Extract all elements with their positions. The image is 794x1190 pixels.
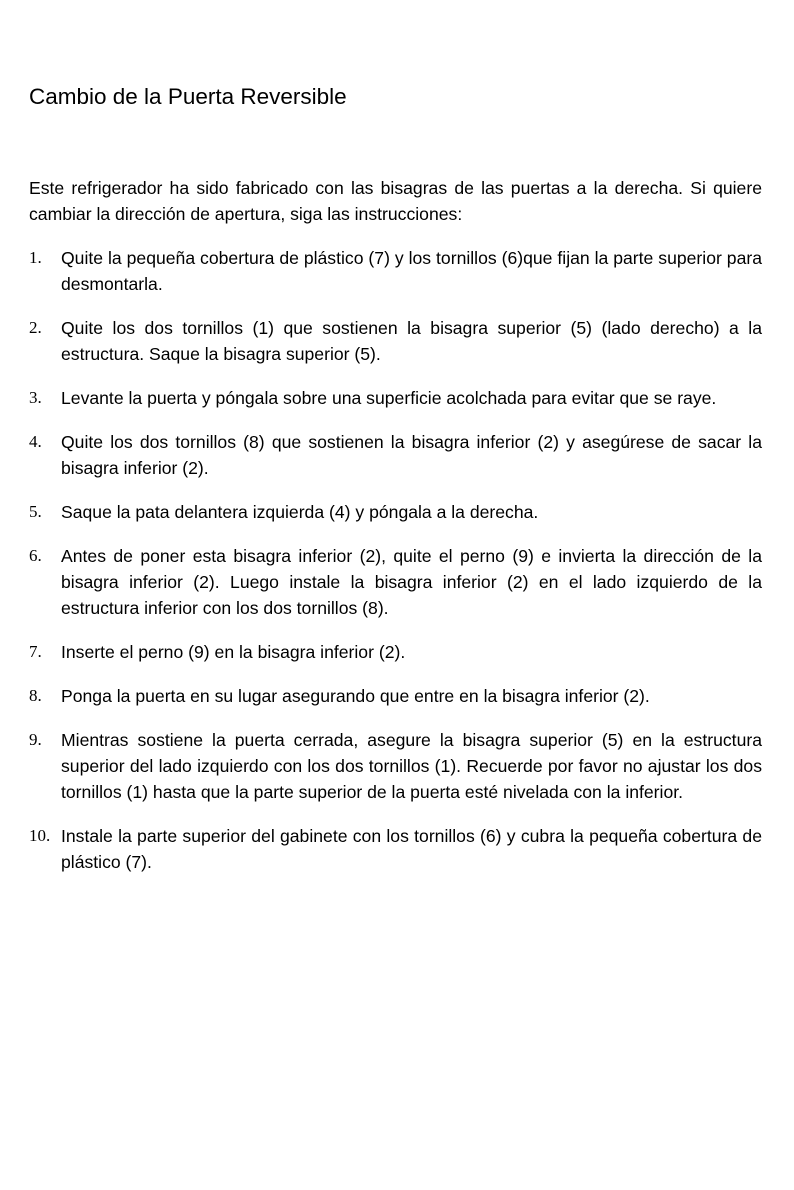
step-text: Ponga la puerta en su lugar asegurando que entre en la bisagra inferior (2). — [61, 686, 650, 706]
instruction-step-10 — [29, 823, 762, 875]
step-number: 1. — [29, 248, 42, 267]
step-text: Instale la parte superior del gabinete con los tornillos (6) y cubra la pequeña cobertura de plástico (7). — [61, 826, 762, 872]
step-text: Mientras sostiene la puerta cerrada, asegure la bisagra superior (5) en la estructura superior del lado izquierdo con los dos tornillos (1). Recuerde por favor no ajustar los dos tornillos (1) hasta que la parte superior de la puerta esté nivelada con la inferior. — [61, 730, 762, 802]
step-number: 9. — [29, 730, 42, 749]
step-text: Levante la puerta y póngala sobre una superficie acolchada para evitar que se raye. — [61, 388, 717, 408]
instruction-step-1 — [29, 245, 762, 297]
step-number: 3. — [29, 388, 42, 407]
step-text: Saque la pata delantera izquierda (4) y póngala a la derecha. — [61, 502, 539, 522]
instruction-step-2 — [29, 315, 762, 367]
step-number: 10. — [29, 826, 51, 845]
step-text: Inserte el perno (9) en la bisagra inferior (2). — [61, 642, 406, 662]
step-number: 7. — [29, 642, 42, 661]
intro-paragraph: Este refrigerador ha sido fabricado con las bisagras de las puertas a la derecha. Si quiere cambiar la dirección de apertura, siga las instrucciones: — [29, 178, 762, 224]
step-number: 2. — [29, 318, 42, 337]
step-number: 6. — [29, 546, 42, 565]
step-text: Quite los dos tornillos (8) que sostienen la bisagra inferior (2) y asegúrese de sacar la bisagra inferior (2). — [61, 432, 762, 478]
instruction-step-3 — [29, 385, 762, 411]
page-title: Cambio de la Puerta Reversible — [29, 84, 347, 109]
step-number: 5. — [29, 502, 42, 521]
step-text: Antes de poner esta bisagra inferior (2), quite el perno (9) e invierta la dirección de la bisagra inferior (2). Luego instale la bisagra inferior (2) en el lado izquierdo de la estructura inferior con los dos tornillos (8). — [61, 546, 762, 618]
instruction-step-8 — [29, 683, 762, 709]
step-text: Quite la pequeña cobertura de plástico (7) y los tornillos (6)que fijan la parte superior para desmontarla. — [61, 248, 762, 294]
instruction-list — [29, 245, 762, 893]
instruction-step-6 — [29, 543, 762, 621]
instruction-step-4 — [29, 429, 762, 481]
step-text: Quite los dos tornillos (1) que sostienen la bisagra superior (5) (lado derecho) a la estructura. Saque la bisagra superior (5). — [61, 318, 762, 364]
step-number: 8. — [29, 686, 42, 705]
step-number: 4. — [29, 432, 42, 451]
instruction-step-9 — [29, 727, 762, 805]
instruction-step-7 — [29, 639, 762, 665]
instruction-step-5 — [29, 499, 762, 525]
